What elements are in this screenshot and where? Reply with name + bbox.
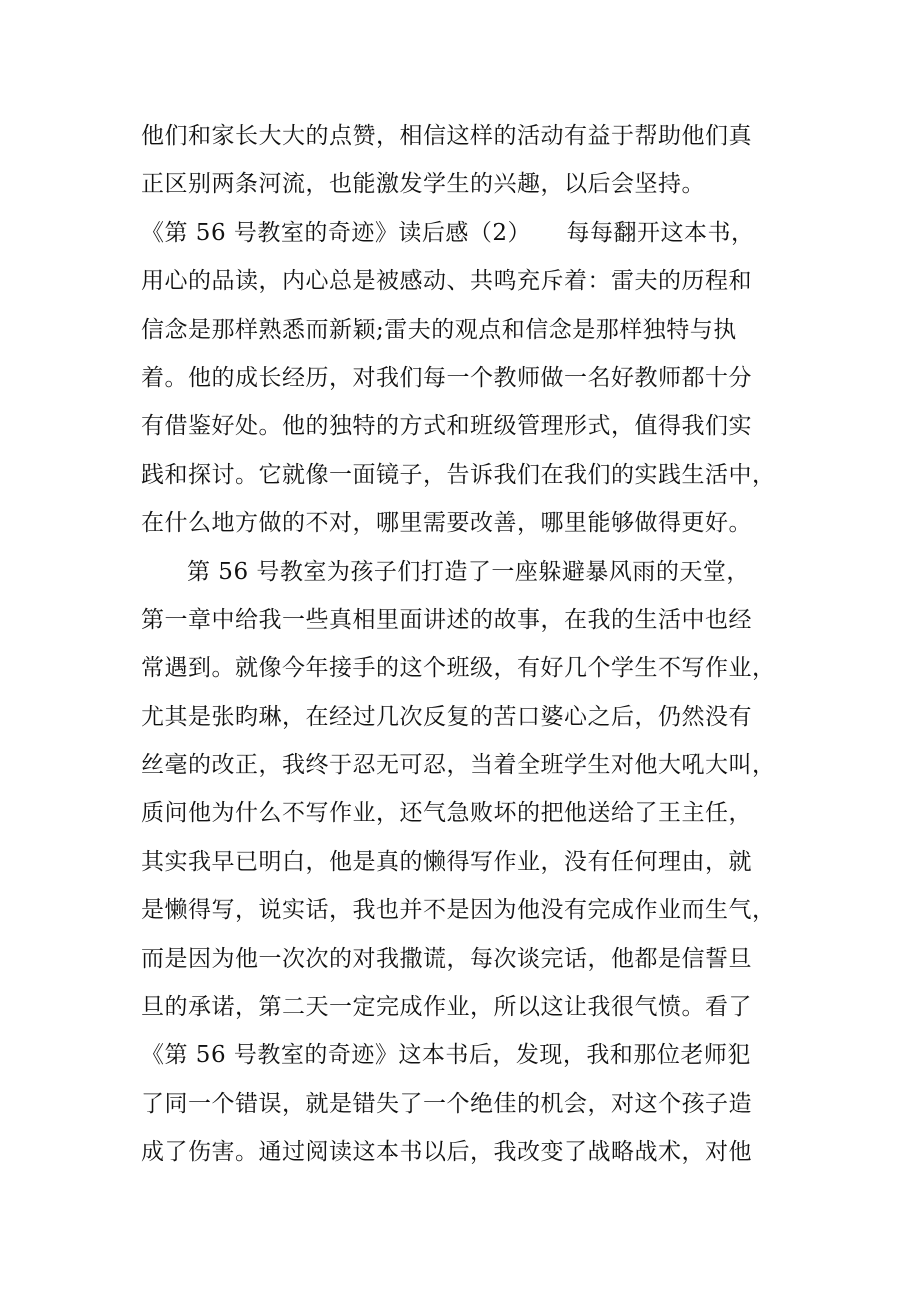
text-line: 尤其是张昀琳，在经过几次反复的苦口婆心之后，仍然没有 [141,703,752,730]
text-line: 正区别两条河流，也能激发学生的兴趣，以后会坚持。 [141,171,705,198]
text-line: 用心的品读，内心总是被感动、共鸣充斥着：雷夫的历程和 [141,268,752,295]
body-text [141,112,791,1177]
text-line: 质问他为什么不写作业，还气急败坏的把他送给了王主任， [141,800,752,827]
text-line: 在什么地方做的不对，哪里需要改善，哪里能够做得更好。 [141,510,752,537]
text-line: 而是因为他一次次的对我撒谎，每次谈完话，他都是信誓旦 [141,945,752,972]
text-line: 其实我早已明白，他是真的懒得写作业，没有任何理由，就 [141,848,752,875]
text-line: 践和探讨。它就像一面镜子，告诉我们在我们的实践生活中， [141,461,776,488]
text-line: 他们和家长大大的点赞，相信这样的活动有益于帮助他们真 [141,123,752,149]
text-line: 旦的承诺，第二天一定完成作业，所以这让我很气愤。看了 [141,994,752,1021]
text-line: 是懒得写，说实话，我也并不是因为他没有完成作业而生气， [141,897,776,924]
paragraph-first-line: 第 56 号教室为孩子们打造了一座躲避暴风雨的天堂， [187,558,750,585]
text-line: 常遇到。就像今年接手的这个班级，有好几个学生不写作业， [141,655,776,682]
text-line: 着。他的成长经历，对我们每一个教师做一名好教师都十分 [141,364,752,391]
text-line: 第一章中给我一些真相里面讲述的故事，在我的生活中也经 [141,606,752,633]
text-line: 丝毫的改正，我终于忍无可忍，当着全班学生对他大吼大叫， [141,752,776,779]
text-line: 《第 56 号教室的奇迹》读后感（2） 每每翻开这本书， [141,219,755,246]
text-line: 了同一个错误，就是错失了一个绝佳的机会，对这个孩子造 [141,1090,752,1117]
text-line: 有借鉴好处。他的独特的方式和班级管理形式，值得我们实 [141,413,752,440]
text-line: 《第 56 号教室的奇迹》这本书后，发现，我和那位老师犯 [141,1042,751,1069]
text-line: 成了伤害。通过阅读这本书以后，我改变了战略战术，对他 [141,1139,752,1166]
text-line: 信念是那样熟悉而新颖;雷夫的观点和信念是那样独特与执 [141,316,737,343]
